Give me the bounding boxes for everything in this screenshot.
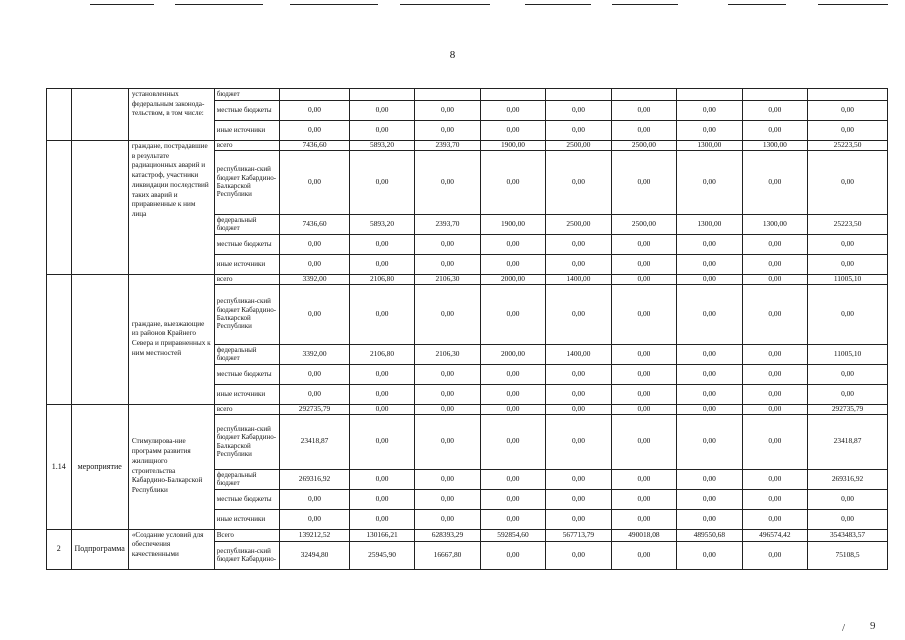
item-name: Стимулирова-ние программ развития жилищного строительства Кабардино-Балкарской Республики <box>128 404 214 529</box>
year-value: 0,00 <box>677 344 742 364</box>
year-value: 0,00 <box>415 284 480 344</box>
funding-source: иные источники <box>214 509 279 529</box>
year-value: 0,00 <box>480 541 545 569</box>
year-value: 0,00 <box>611 101 676 121</box>
total-value: 3543483,57 <box>808 529 888 541</box>
year-value <box>480 89 545 101</box>
year-value: 0,00 <box>742 344 807 364</box>
year-value: 0,00 <box>415 469 480 489</box>
year-value: 0,00 <box>415 489 480 509</box>
year-value: 0,00 <box>546 404 611 414</box>
year-value: 0,00 <box>546 541 611 569</box>
year-value: 1300,00 <box>742 214 807 234</box>
total-value: 0,00 <box>808 489 888 509</box>
year-value: 0,00 <box>677 364 742 384</box>
year-value: 0,00 <box>742 284 807 344</box>
header-rule <box>90 4 154 5</box>
year-value: 0,00 <box>546 489 611 509</box>
header-rule <box>612 4 678 5</box>
year-value: 0,00 <box>415 150 480 214</box>
year-value: 0,00 <box>677 414 742 469</box>
page-number: 8 <box>449 49 456 61</box>
year-value: 3392,00 <box>280 274 350 284</box>
year-value: 0,00 <box>742 101 807 121</box>
year-value: 0,00 <box>742 509 807 529</box>
year-value: 0,00 <box>742 234 807 254</box>
total-value: 269316,92 <box>808 469 888 489</box>
year-value: 0,00 <box>415 414 480 469</box>
funding-source: иные источники <box>214 254 279 274</box>
funding-source: республикан-ский бюджет Кабардино-Балкарской Республики <box>214 414 279 469</box>
year-value: 1900,00 <box>480 141 545 151</box>
year-value: 0,00 <box>677 150 742 214</box>
year-value: 0,00 <box>280 234 350 254</box>
year-value: 2106,80 <box>349 274 414 284</box>
year-value: 0,00 <box>415 121 480 141</box>
item-code: 2 <box>47 529 72 569</box>
header-rule <box>728 4 786 5</box>
year-value: 0,00 <box>742 150 807 214</box>
total-value <box>808 89 888 101</box>
year-value: 0,00 <box>611 234 676 254</box>
year-value: 2393,70 <box>415 214 480 234</box>
year-value: 1900,00 <box>480 214 545 234</box>
year-value: 0,00 <box>280 384 350 404</box>
year-value: 130166,21 <box>349 529 414 541</box>
year-value <box>611 89 676 101</box>
year-value: 0,00 <box>280 254 350 274</box>
item-code <box>47 141 72 275</box>
page-corner-mark: / <box>842 622 846 634</box>
year-value: 0,00 <box>349 489 414 509</box>
header-rule <box>175 4 263 5</box>
funding-source: иные источники <box>214 121 279 141</box>
funding-source: федеральный бюджет <box>214 469 279 489</box>
year-value: 0,00 <box>677 121 742 141</box>
year-value: 0,00 <box>677 254 742 274</box>
year-value: 0,00 <box>611 284 676 344</box>
year-value: 0,00 <box>415 404 480 414</box>
year-value: 0,00 <box>546 234 611 254</box>
total-value: 0,00 <box>808 509 888 529</box>
funding-source: республикан-ский бюджет Кабардино- <box>214 541 279 569</box>
item-code <box>47 274 72 404</box>
year-value: 0,00 <box>480 509 545 529</box>
year-value: 0,00 <box>546 284 611 344</box>
year-value: 0,00 <box>280 284 350 344</box>
year-value: 0,00 <box>611 344 676 364</box>
funding-source: бюджет <box>214 89 279 101</box>
funding-source: иные источники <box>214 384 279 404</box>
item-kind <box>71 141 128 275</box>
year-value: 1300,00 <box>677 141 742 151</box>
page-corner-mark: 9 <box>870 620 876 632</box>
year-value: 0,00 <box>742 541 807 569</box>
year-value: 2106,30 <box>415 274 480 284</box>
year-value <box>677 89 742 101</box>
funding-source: местные бюджеты <box>214 364 279 384</box>
year-value: 0,00 <box>742 384 807 404</box>
year-value: 25945,90 <box>349 541 414 569</box>
year-value: 0,00 <box>480 284 545 344</box>
total-value: 0,00 <box>808 234 888 254</box>
year-value: 2500,00 <box>546 214 611 234</box>
year-value: 0,00 <box>546 254 611 274</box>
total-value: 0,00 <box>808 384 888 404</box>
year-value: 0,00 <box>677 274 742 284</box>
year-value: 0,00 <box>480 469 545 489</box>
year-value: 0,00 <box>546 121 611 141</box>
year-value: 0,00 <box>546 150 611 214</box>
funding-source: федеральный бюджет <box>214 214 279 234</box>
year-value: 0,00 <box>480 364 545 384</box>
year-value: 3392,00 <box>280 344 350 364</box>
year-value: 0,00 <box>349 364 414 384</box>
year-value: 0,00 <box>677 541 742 569</box>
year-value: 0,00 <box>480 404 545 414</box>
year-value: 2000,00 <box>480 344 545 364</box>
year-value: 0,00 <box>546 364 611 384</box>
year-value: 0,00 <box>480 414 545 469</box>
funding-source: республикан-ский бюджет Кабардино-Балкарской Республики <box>214 284 279 344</box>
year-value: 0,00 <box>480 101 545 121</box>
total-value: 25223,50 <box>808 214 888 234</box>
year-value: 567713,79 <box>546 529 611 541</box>
year-value: 0,00 <box>349 254 414 274</box>
total-value: 0,00 <box>808 121 888 141</box>
year-value: 2500,00 <box>611 214 676 234</box>
year-value: 2500,00 <box>546 141 611 151</box>
funding-source: всего <box>214 141 279 151</box>
total-value: 11005,10 <box>808 344 888 364</box>
year-value: 0,00 <box>742 404 807 414</box>
year-value: 0,00 <box>349 234 414 254</box>
year-value <box>349 89 414 101</box>
year-value: 0,00 <box>349 414 414 469</box>
table-row <box>47 141 888 151</box>
year-value: 0,00 <box>611 364 676 384</box>
year-value: 0,00 <box>349 101 414 121</box>
total-value: 0,00 <box>808 364 888 384</box>
year-value: 0,00 <box>480 234 545 254</box>
year-value: 5893,20 <box>349 141 414 151</box>
year-value: 0,00 <box>349 121 414 141</box>
funding-table <box>46 88 888 570</box>
year-value: 0,00 <box>611 254 676 274</box>
table-row <box>47 89 888 101</box>
year-value: 0,00 <box>349 284 414 344</box>
year-value: 0,00 <box>742 364 807 384</box>
header-rule <box>400 4 490 5</box>
year-value: 16667,80 <box>415 541 480 569</box>
year-value: 0,00 <box>742 274 807 284</box>
year-value: 0,00 <box>415 364 480 384</box>
year-value: 0,00 <box>480 121 545 141</box>
year-value: 7436,60 <box>280 141 350 151</box>
year-value: 0,00 <box>349 469 414 489</box>
funding-source: всего <box>214 274 279 284</box>
year-value: 0,00 <box>280 101 350 121</box>
year-value: 139212,52 <box>280 529 350 541</box>
year-value: 0,00 <box>611 121 676 141</box>
funding-source: всего <box>214 404 279 414</box>
year-value: 0,00 <box>280 150 350 214</box>
year-value: 0,00 <box>546 414 611 469</box>
year-value: 0,00 <box>611 469 676 489</box>
year-value: 592854,60 <box>480 529 545 541</box>
year-value: 2106,30 <box>415 344 480 364</box>
year-value <box>415 89 480 101</box>
year-value: 2000,00 <box>480 274 545 284</box>
year-value: 1300,00 <box>677 214 742 234</box>
year-value: 0,00 <box>415 101 480 121</box>
year-value: 0,00 <box>280 489 350 509</box>
total-value: 0,00 <box>808 150 888 214</box>
funding-source: местные бюджеты <box>214 101 279 121</box>
year-value: 0,00 <box>742 414 807 469</box>
item-kind <box>71 89 128 141</box>
year-value: 0,00 <box>677 384 742 404</box>
year-value: 0,00 <box>611 274 676 284</box>
year-value: 2500,00 <box>611 141 676 151</box>
year-value: 0,00 <box>677 489 742 509</box>
year-value: 0,00 <box>677 469 742 489</box>
year-value: 0,00 <box>349 150 414 214</box>
year-value: 2106,80 <box>349 344 414 364</box>
year-value: 0,00 <box>611 384 676 404</box>
total-value: 75108,5 <box>808 541 888 569</box>
item-name: установленных федеральным законода-тельством, в том числе: <box>128 89 214 141</box>
year-value: 0,00 <box>677 234 742 254</box>
year-value: 0,00 <box>546 384 611 404</box>
year-value: 0,00 <box>546 469 611 489</box>
year-value: 628393,29 <box>415 529 480 541</box>
year-value: 0,00 <box>742 254 807 274</box>
year-value: 0,00 <box>349 384 414 404</box>
year-value: 0,00 <box>611 150 676 214</box>
year-value <box>280 89 350 101</box>
year-value: 0,00 <box>546 509 611 529</box>
year-value: 1400,00 <box>546 344 611 364</box>
year-value: 2393,70 <box>415 141 480 151</box>
year-value: 0,00 <box>415 234 480 254</box>
year-value: 0,00 <box>611 541 676 569</box>
year-value: 0,00 <box>415 254 480 274</box>
year-value: 0,00 <box>349 404 414 414</box>
table-row <box>47 529 888 541</box>
year-value: 490018,08 <box>611 529 676 541</box>
header-rule <box>525 4 591 5</box>
total-value: 292735,79 <box>808 404 888 414</box>
year-value: 0,00 <box>480 254 545 274</box>
year-value: 5893,20 <box>349 214 414 234</box>
total-value: 0,00 <box>808 101 888 121</box>
year-value: 0,00 <box>742 469 807 489</box>
item-kind: мероприятие <box>71 404 128 529</box>
year-value: 0,00 <box>415 384 480 404</box>
year-value: 0,00 <box>611 489 676 509</box>
year-value: 0,00 <box>742 121 807 141</box>
year-value: 0,00 <box>677 284 742 344</box>
year-value: 0,00 <box>546 101 611 121</box>
item-kind <box>71 274 128 404</box>
funding-source: федеральный бюджет <box>214 344 279 364</box>
year-value: 1300,00 <box>742 141 807 151</box>
year-value: 1400,00 <box>546 274 611 284</box>
year-value: 0,00 <box>349 509 414 529</box>
year-value: 292735,79 <box>280 404 350 414</box>
table-row <box>47 404 888 414</box>
year-value: 0,00 <box>677 509 742 529</box>
year-value: 0,00 <box>280 364 350 384</box>
table-row <box>47 274 888 284</box>
item-name: граждане, выезжающие из районов Крайнего Севера и приравненных к ним местностей <box>128 274 214 404</box>
year-value: 496574,42 <box>742 529 807 541</box>
item-name: «Создание условий для обеспечения качественными <box>128 529 214 569</box>
item-kind: Подпрограмма <box>71 529 128 569</box>
year-value: 0,00 <box>611 414 676 469</box>
total-value: 11005,10 <box>808 274 888 284</box>
total-value: 0,00 <box>808 254 888 274</box>
year-value: 0,00 <box>677 101 742 121</box>
year-value: 7436,60 <box>280 214 350 234</box>
item-code <box>47 89 72 141</box>
funding-source: местные бюджеты <box>214 489 279 509</box>
item-name: граждане, пострадавшие в результате радиационных аварий и катастроф, участники ликвидации последствий таких аварий и приравненные к ним лица <box>128 141 214 275</box>
year-value: 0,00 <box>280 509 350 529</box>
year-value: 0,00 <box>480 489 545 509</box>
total-value: 0,00 <box>808 284 888 344</box>
year-value: 0,00 <box>415 509 480 529</box>
item-code: 1.14 <box>47 404 72 529</box>
year-value: 0,00 <box>480 384 545 404</box>
year-value: 269316,92 <box>280 469 350 489</box>
year-value: 0,00 <box>677 404 742 414</box>
year-value: 0,00 <box>742 489 807 509</box>
year-value: 0,00 <box>280 121 350 141</box>
header-rule <box>818 4 888 5</box>
header-rule <box>290 4 378 5</box>
funding-source: Всего <box>214 529 279 541</box>
total-value: 23418,87 <box>808 414 888 469</box>
year-value <box>742 89 807 101</box>
year-value: 32494,80 <box>280 541 350 569</box>
funding-source: республикан-ский бюджет Кабардино-Балкарской Республики <box>214 150 279 214</box>
year-value <box>546 89 611 101</box>
year-value: 0,00 <box>480 150 545 214</box>
year-value: 489550,68 <box>677 529 742 541</box>
total-value: 25223,50 <box>808 141 888 151</box>
year-value: 23418,87 <box>280 414 350 469</box>
year-value: 0,00 <box>611 509 676 529</box>
funding-source: местные бюджеты <box>214 234 279 254</box>
year-value: 0,00 <box>611 404 676 414</box>
